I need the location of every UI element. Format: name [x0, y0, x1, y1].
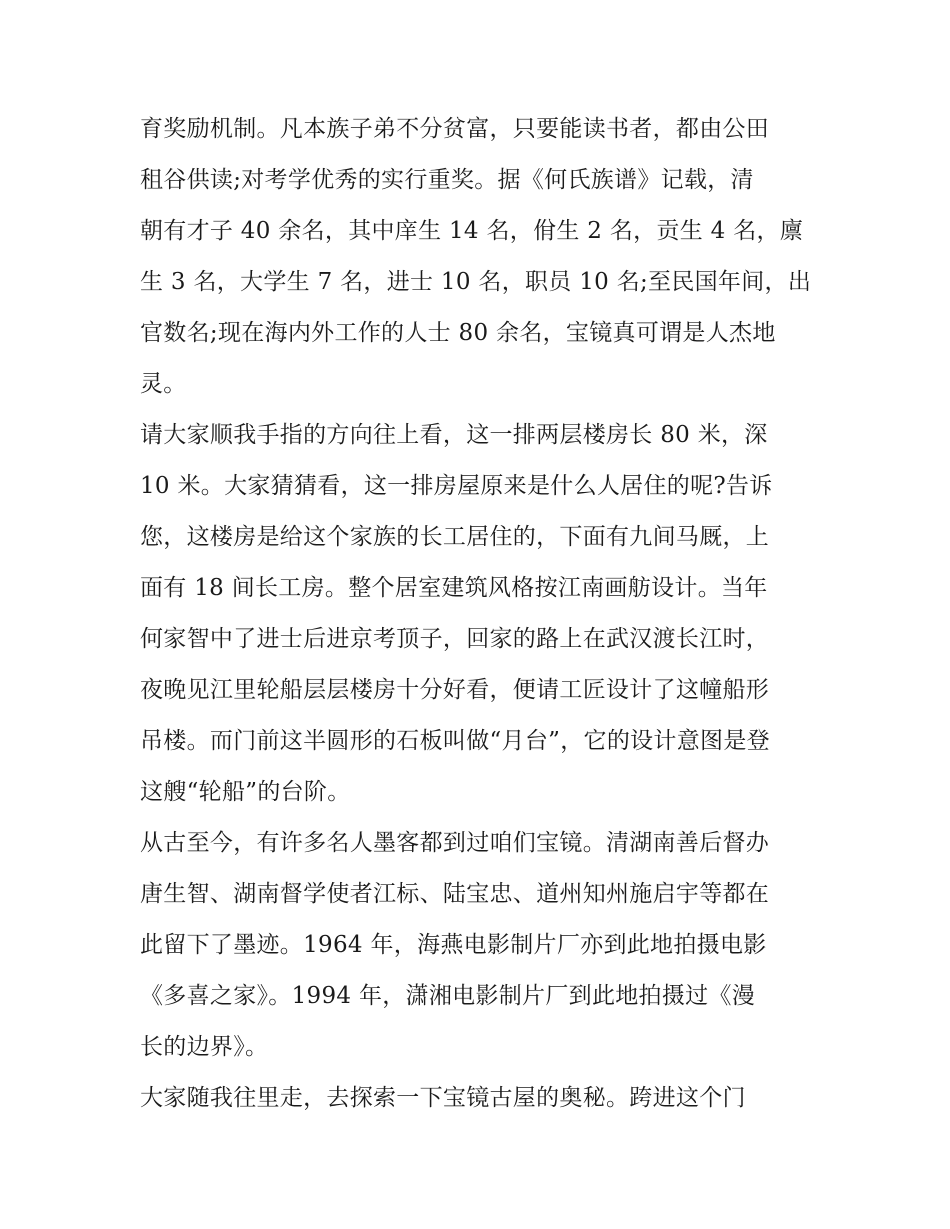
- text-line: 《多喜之家》。1994 年，潇湘电影制片厂到此地拍摄过《漫: [140, 983, 756, 1009]
- text-line: 吊楼。而门前这半圆形的石板叫做“月台”，它的设计意图是登: [140, 728, 770, 754]
- text-line: 长的边界》。: [140, 1034, 269, 1060]
- text-line: 面有 18 间长工房。整个居室建筑风格按江南画舫设计。当年: [140, 575, 768, 601]
- text-line: 育奖励机制。凡本族子弟不分贫富，只要能读书者，都由公田: [140, 116, 770, 142]
- text-line: 这艘“轮船”的台阶。: [140, 779, 351, 805]
- text-line: 从古至今，有许多名人墨客都到过咱们宝镜。清湖南善后督办: [140, 830, 770, 856]
- text-line: 夜晚见江里轮船层层楼房十分好看，便请工匠设计了这幢船形: [140, 677, 770, 703]
- text-line: 生 3 名，大学生 7 名，进士 10 名，职员 10 名;至民国年间，出: [140, 269, 812, 295]
- paragraph-1: [140, 104, 816, 410]
- text-line: 您，这楼房是给这个家族的长工居住的，下面有九间马厩，上: [140, 524, 770, 550]
- text-line: 此留下了墨迹。1964 年，海燕电影制片厂亦到此地拍摄电影: [140, 932, 767, 958]
- text-line: 灵。: [140, 371, 187, 397]
- text-line: 请大家顺我手指的方向往上看，这一排两层楼房长 80 米，深: [140, 422, 768, 448]
- paragraph-2: [140, 410, 816, 818]
- text-line: 租谷供读;对考学优秀的实行重奖。据《何氏族谱》记载，清: [140, 167, 754, 193]
- text-line: 朝有才子 40 余名，其中庠生 14 名，佾生 2 名，贡生 4 名，廪: [140, 218, 804, 244]
- text-line: 10 米。大家猜猜看，这一排房屋原来是什么人居住的呢?告诉: [140, 473, 773, 499]
- text-line: 大家随我往里走，去探索一下宝镜古屋的奥秘。跨进这个门: [140, 1085, 746, 1111]
- text-line: 何家智中了进士后进京考顶子，回家的路上在武汉渡长江时，: [140, 626, 770, 652]
- document-body: [140, 104, 816, 1124]
- text-line: 唐生智、湖南督学使者江标、陆宝忠、道州知州施启宇等都在: [140, 881, 770, 907]
- text-line: 官数名;现在海内外工作的人士 80 余名，宝镜真可谓是人杰地: [140, 320, 776, 346]
- paragraph-3: [140, 818, 816, 1073]
- paragraph-4: [140, 1073, 816, 1124]
